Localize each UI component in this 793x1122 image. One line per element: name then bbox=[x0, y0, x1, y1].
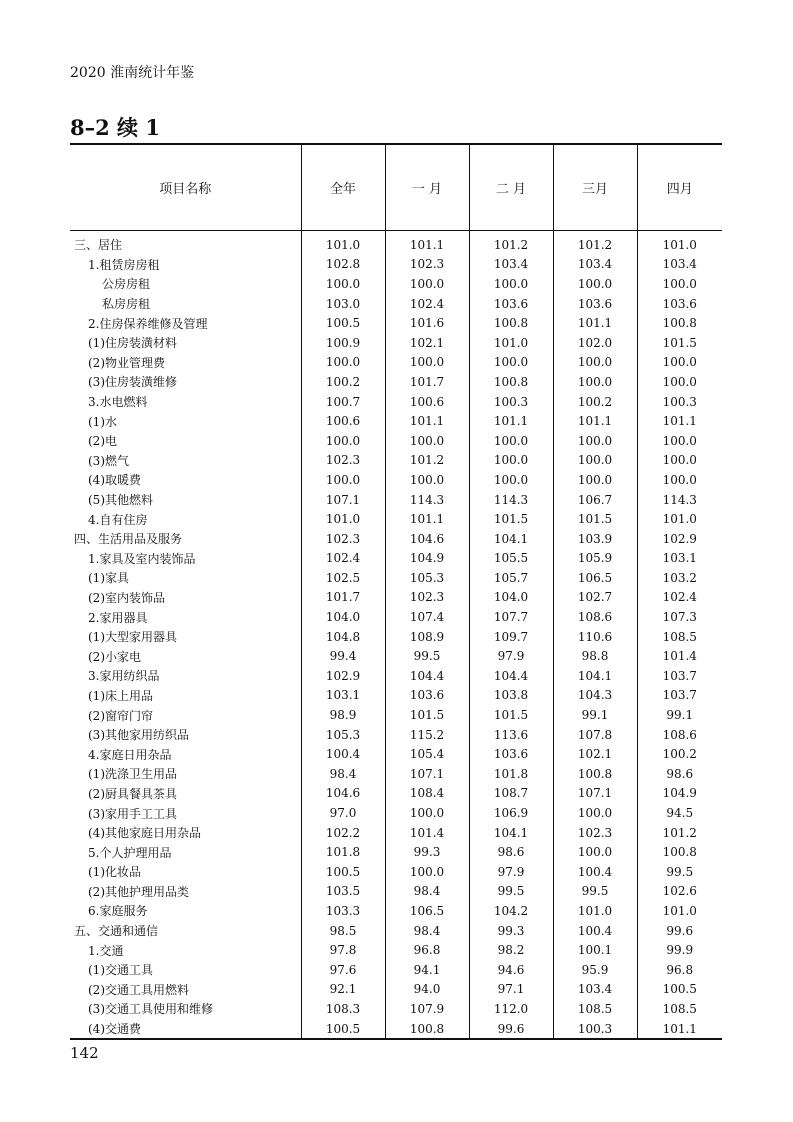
cell-march: 99.5 bbox=[553, 882, 637, 902]
row-item-name: (1)水 bbox=[88, 414, 117, 429]
cell-april: 100.0 bbox=[637, 353, 722, 373]
cell-april: 101.0 bbox=[637, 901, 722, 921]
table-row bbox=[70, 411, 722, 431]
cell-april: 103.1 bbox=[637, 549, 722, 569]
row-item-name: 四、生活用品及服务 bbox=[74, 532, 183, 547]
cell-april: 107.3 bbox=[637, 607, 722, 627]
cell-january: 100.0 bbox=[385, 353, 469, 373]
cell-april: 103.4 bbox=[637, 255, 722, 275]
table-row bbox=[70, 862, 722, 882]
cell-february: 104.2 bbox=[469, 901, 553, 921]
row-item-name: (1)化妆品 bbox=[88, 865, 141, 880]
cell-march: 104.3 bbox=[553, 686, 637, 706]
table-row bbox=[70, 353, 722, 373]
cell-full-year: 98.5 bbox=[301, 921, 385, 941]
cell-february: 99.6 bbox=[469, 1019, 553, 1040]
table-row bbox=[70, 901, 722, 921]
cell-february: 101.0 bbox=[469, 333, 553, 353]
cell-april: 100.0 bbox=[637, 451, 722, 471]
cell-january: 104.9 bbox=[385, 549, 469, 569]
table-row bbox=[70, 1019, 722, 1040]
row-item-name: (2)其他护理用品类 bbox=[88, 884, 189, 899]
cell-january: 100.6 bbox=[385, 392, 469, 412]
row-item-name: 1.交通 bbox=[88, 943, 124, 958]
row-item-name: 3.水电燃料 bbox=[88, 395, 148, 410]
cell-february: 106.9 bbox=[469, 803, 553, 823]
cell-full-year: 108.3 bbox=[301, 999, 385, 1019]
cell-april: 100.0 bbox=[637, 431, 722, 451]
table-row bbox=[70, 764, 722, 784]
cell-march: 100.0 bbox=[553, 372, 637, 392]
row-item-name: (1)家具 bbox=[88, 571, 129, 586]
table-row bbox=[70, 980, 722, 1000]
cell-april: 102.6 bbox=[637, 882, 722, 902]
cell-january: 100.0 bbox=[385, 862, 469, 882]
cell-february: 112.0 bbox=[469, 999, 553, 1019]
row-item-name: 6.家庭服务 bbox=[88, 904, 148, 919]
table-row bbox=[70, 921, 722, 941]
cell-march: 106.5 bbox=[553, 568, 637, 588]
table-row bbox=[70, 274, 722, 294]
cell-march: 100.8 bbox=[553, 764, 637, 784]
cell-january: 101.6 bbox=[385, 313, 469, 333]
cell-february: 97.9 bbox=[469, 646, 553, 666]
cell-march: 100.3 bbox=[553, 1019, 637, 1040]
column-header-full-year: 全年 bbox=[301, 144, 385, 231]
cell-march: 100.1 bbox=[553, 940, 637, 960]
column-header-march: 三月 bbox=[553, 144, 637, 231]
cell-february: 100.0 bbox=[469, 274, 553, 294]
running-header: 2020 淮南统计年鉴 bbox=[70, 65, 195, 81]
cell-april: 103.7 bbox=[637, 686, 722, 706]
row-item-name: 五、交通和通信 bbox=[74, 924, 159, 939]
table-row bbox=[70, 231, 722, 255]
cell-march: 104.1 bbox=[553, 666, 637, 686]
cell-january: 99.5 bbox=[385, 646, 469, 666]
cell-march: 102.3 bbox=[553, 823, 637, 843]
cell-january: 107.9 bbox=[385, 999, 469, 1019]
cell-january: 100.0 bbox=[385, 431, 469, 451]
cell-full-year: 100.0 bbox=[301, 470, 385, 490]
row-item-name: 3.家用纺织品 bbox=[88, 669, 160, 684]
cell-march: 110.6 bbox=[553, 627, 637, 647]
row-item-name: (5)其他燃料 bbox=[88, 493, 153, 508]
cell-april: 101.0 bbox=[637, 509, 722, 529]
row-item-name: (3)燃气 bbox=[88, 453, 129, 468]
cell-full-year: 98.4 bbox=[301, 764, 385, 784]
cell-full-year: 100.6 bbox=[301, 411, 385, 431]
cell-january: 100.0 bbox=[385, 470, 469, 490]
cell-february: 97.1 bbox=[469, 980, 553, 1000]
cell-april: 96.8 bbox=[637, 960, 722, 980]
cell-april: 99.5 bbox=[637, 862, 722, 882]
row-item-name: (4)取暖费 bbox=[88, 473, 141, 488]
cell-full-year: 101.0 bbox=[301, 231, 385, 255]
table-row bbox=[70, 842, 722, 862]
cell-april: 101.1 bbox=[637, 411, 722, 431]
cell-full-year: 101.8 bbox=[301, 842, 385, 862]
cell-april: 100.8 bbox=[637, 313, 722, 333]
cell-january: 108.4 bbox=[385, 784, 469, 804]
cell-full-year: 102.9 bbox=[301, 666, 385, 686]
row-item-name: (2)厨具餐具茶具 bbox=[88, 786, 177, 801]
cell-april: 99.9 bbox=[637, 940, 722, 960]
row-item-name: (2)电 bbox=[88, 434, 117, 449]
cell-april: 100.0 bbox=[637, 372, 722, 392]
cell-february: 107.7 bbox=[469, 607, 553, 627]
cell-full-year: 102.4 bbox=[301, 549, 385, 569]
cell-january: 102.3 bbox=[385, 588, 469, 608]
cell-full-year: 104.6 bbox=[301, 784, 385, 804]
table-row bbox=[70, 333, 722, 353]
cell-march: 101.2 bbox=[553, 231, 637, 255]
cell-april: 100.0 bbox=[637, 470, 722, 490]
cell-january: 102.4 bbox=[385, 294, 469, 314]
row-item-name: 私房房租 bbox=[102, 297, 151, 312]
cell-march: 107.8 bbox=[553, 725, 637, 745]
cell-march: 107.1 bbox=[553, 784, 637, 804]
cell-february: 101.1 bbox=[469, 411, 553, 431]
column-header-february: 二 月 bbox=[469, 144, 553, 231]
cell-january: 101.5 bbox=[385, 705, 469, 725]
row-item-name: (2)交通工具用燃料 bbox=[88, 982, 189, 997]
table-row bbox=[70, 588, 722, 608]
cell-march: 100.0 bbox=[553, 274, 637, 294]
cell-january: 101.1 bbox=[385, 231, 469, 255]
page-number: 142 bbox=[70, 1044, 99, 1062]
cell-full-year: 100.0 bbox=[301, 274, 385, 294]
table-row bbox=[70, 549, 722, 569]
price-index-table bbox=[70, 143, 722, 1040]
cell-march: 100.2 bbox=[553, 392, 637, 412]
cell-january: 94.0 bbox=[385, 980, 469, 1000]
table-row bbox=[70, 725, 722, 745]
cell-february: 104.4 bbox=[469, 666, 553, 686]
cell-february: 99.5 bbox=[469, 882, 553, 902]
cell-april: 101.0 bbox=[637, 231, 722, 255]
cell-full-year: 100.0 bbox=[301, 353, 385, 373]
table-row bbox=[70, 999, 722, 1019]
cell-january: 100.0 bbox=[385, 803, 469, 823]
cell-march: 101.1 bbox=[553, 411, 637, 431]
cell-march: 98.8 bbox=[553, 646, 637, 666]
cell-february: 114.3 bbox=[469, 490, 553, 510]
table-row bbox=[70, 823, 722, 843]
row-item-name: (4)交通费 bbox=[88, 1022, 141, 1037]
cell-full-year: 103.1 bbox=[301, 686, 385, 706]
cell-april: 100.0 bbox=[637, 274, 722, 294]
cell-january: 101.7 bbox=[385, 372, 469, 392]
cell-full-year: 102.3 bbox=[301, 529, 385, 549]
cell-january: 105.4 bbox=[385, 744, 469, 764]
cell-full-year: 97.8 bbox=[301, 940, 385, 960]
cell-february: 103.6 bbox=[469, 744, 553, 764]
cell-january: 98.4 bbox=[385, 921, 469, 941]
table-row bbox=[70, 431, 722, 451]
cell-january: 104.6 bbox=[385, 529, 469, 549]
cell-march: 100.0 bbox=[553, 842, 637, 862]
row-item-name: 公房房租 bbox=[102, 277, 151, 292]
cell-february: 100.3 bbox=[469, 392, 553, 412]
cell-march: 100.0 bbox=[553, 431, 637, 451]
row-item-name: (3)家用手工工具 bbox=[88, 806, 177, 821]
table-row bbox=[70, 294, 722, 314]
cell-january: 101.2 bbox=[385, 451, 469, 471]
table-row bbox=[70, 529, 722, 549]
cell-full-year: 100.5 bbox=[301, 1019, 385, 1040]
table-row bbox=[70, 313, 722, 333]
cell-january: 107.4 bbox=[385, 607, 469, 627]
cell-january: 104.4 bbox=[385, 666, 469, 686]
row-item-name: (4)其他家庭日用杂品 bbox=[88, 826, 201, 841]
cell-february: 105.5 bbox=[469, 549, 553, 569]
row-item-name: 1.租赁房房租 bbox=[88, 257, 160, 272]
cell-march: 103.4 bbox=[553, 255, 637, 275]
row-item-name: (3)住房装潢维修 bbox=[88, 375, 177, 390]
row-item-name: (1)床上用品 bbox=[88, 688, 153, 703]
cell-full-year: 101.0 bbox=[301, 509, 385, 529]
cell-january: 106.5 bbox=[385, 901, 469, 921]
row-item-name: (2)窗帘门帘 bbox=[88, 708, 153, 723]
cell-april: 100.2 bbox=[637, 744, 722, 764]
cell-april: 103.7 bbox=[637, 666, 722, 686]
row-item-name: (2)物业管理费 bbox=[88, 355, 165, 370]
cell-february: 104.1 bbox=[469, 529, 553, 549]
cell-january: 107.1 bbox=[385, 764, 469, 784]
cell-march: 106.7 bbox=[553, 490, 637, 510]
cell-january: 102.1 bbox=[385, 333, 469, 353]
cell-april: 108.6 bbox=[637, 725, 722, 745]
cell-full-year: 100.9 bbox=[301, 333, 385, 353]
table-row bbox=[70, 627, 722, 647]
cell-january: 100.0 bbox=[385, 274, 469, 294]
row-item-name: (1)洗涤卫生用品 bbox=[88, 767, 177, 782]
cell-april: 102.4 bbox=[637, 588, 722, 608]
cell-march: 101.0 bbox=[553, 901, 637, 921]
cell-april: 102.9 bbox=[637, 529, 722, 549]
cell-april: 98.6 bbox=[637, 764, 722, 784]
cell-january: 94.1 bbox=[385, 960, 469, 980]
cell-march: 100.4 bbox=[553, 862, 637, 882]
cell-full-year: 99.4 bbox=[301, 646, 385, 666]
cell-full-year: 103.5 bbox=[301, 882, 385, 902]
cell-full-year: 97.6 bbox=[301, 960, 385, 980]
cell-april: 101.4 bbox=[637, 646, 722, 666]
cell-february: 99.3 bbox=[469, 921, 553, 941]
cell-march: 100.0 bbox=[553, 470, 637, 490]
cell-full-year: 100.5 bbox=[301, 313, 385, 333]
table-row bbox=[70, 960, 722, 980]
row-item-name: (2)室内装饰品 bbox=[88, 590, 165, 605]
cell-february: 100.0 bbox=[469, 431, 553, 451]
cell-february: 113.6 bbox=[469, 725, 553, 745]
cell-february: 97.9 bbox=[469, 862, 553, 882]
cell-february: 100.8 bbox=[469, 313, 553, 333]
table-title: 8–2 续 1 bbox=[70, 115, 160, 140]
cell-march: 103.6 bbox=[553, 294, 637, 314]
cell-january: 101.4 bbox=[385, 823, 469, 843]
cell-march: 100.0 bbox=[553, 353, 637, 373]
cell-full-year: 107.1 bbox=[301, 490, 385, 510]
cell-full-year: 104.8 bbox=[301, 627, 385, 647]
cell-april: 99.6 bbox=[637, 921, 722, 941]
cell-march: 102.1 bbox=[553, 744, 637, 764]
table-row bbox=[70, 470, 722, 490]
cell-full-year: 92.1 bbox=[301, 980, 385, 1000]
cell-february: 100.0 bbox=[469, 451, 553, 471]
table-row bbox=[70, 646, 722, 666]
cell-april: 100.3 bbox=[637, 392, 722, 412]
cell-february: 105.7 bbox=[469, 568, 553, 588]
cell-full-year: 100.4 bbox=[301, 744, 385, 764]
table-row bbox=[70, 372, 722, 392]
table-row bbox=[70, 392, 722, 412]
row-item-name: 2.家用器具 bbox=[88, 610, 148, 625]
row-item-name: 4.自有住房 bbox=[88, 512, 148, 527]
cell-april: 104.9 bbox=[637, 784, 722, 804]
cell-january: 103.6 bbox=[385, 686, 469, 706]
cell-march: 103.4 bbox=[553, 980, 637, 1000]
row-item-name: 三、居住 bbox=[74, 238, 123, 253]
cell-full-year: 102.5 bbox=[301, 568, 385, 588]
cell-march: 100.4 bbox=[553, 921, 637, 941]
row-item-name: (1)大型家用器具 bbox=[88, 630, 177, 645]
table-row bbox=[70, 686, 722, 706]
cell-april: 103.6 bbox=[637, 294, 722, 314]
cell-march: 101.1 bbox=[553, 313, 637, 333]
cell-april: 101.5 bbox=[637, 333, 722, 353]
cell-full-year: 100.0 bbox=[301, 431, 385, 451]
cell-full-year: 103.0 bbox=[301, 294, 385, 314]
cell-april: 114.3 bbox=[637, 490, 722, 510]
cell-march: 95.9 bbox=[553, 960, 637, 980]
cell-january: 101.1 bbox=[385, 509, 469, 529]
cell-march: 100.0 bbox=[553, 451, 637, 471]
cell-february: 98.6 bbox=[469, 842, 553, 862]
row-item-name: (1)住房装潢材料 bbox=[88, 336, 177, 351]
row-item-name: 4.家庭日用杂品 bbox=[88, 747, 172, 762]
cell-april: 101.2 bbox=[637, 823, 722, 843]
table-row bbox=[70, 803, 722, 823]
cell-full-year: 104.0 bbox=[301, 607, 385, 627]
cell-february: 101.8 bbox=[469, 764, 553, 784]
table-header-row bbox=[70, 144, 722, 231]
table-row bbox=[70, 451, 722, 471]
cell-february: 100.8 bbox=[469, 372, 553, 392]
cell-full-year: 105.3 bbox=[301, 725, 385, 745]
cell-april: 101.1 bbox=[637, 1019, 722, 1040]
cell-march: 108.5 bbox=[553, 999, 637, 1019]
cell-january: 99.3 bbox=[385, 842, 469, 862]
cell-full-year: 101.7 bbox=[301, 588, 385, 608]
cell-april: 100.5 bbox=[637, 980, 722, 1000]
table-row bbox=[70, 255, 722, 275]
cell-february: 100.0 bbox=[469, 353, 553, 373]
cell-full-year: 98.9 bbox=[301, 705, 385, 725]
table-row bbox=[70, 607, 722, 627]
cell-april: 108.5 bbox=[637, 999, 722, 1019]
cell-january: 100.8 bbox=[385, 1019, 469, 1040]
column-header-item-name: 项目名称 bbox=[159, 182, 212, 197]
cell-march: 101.5 bbox=[553, 509, 637, 529]
row-item-name: 1.家具及室内装饰品 bbox=[88, 551, 196, 566]
cell-february: 108.7 bbox=[469, 784, 553, 804]
cell-march: 102.0 bbox=[553, 333, 637, 353]
cell-february: 103.6 bbox=[469, 294, 553, 314]
cell-march: 108.6 bbox=[553, 607, 637, 627]
cell-january: 101.1 bbox=[385, 411, 469, 431]
table-row bbox=[70, 490, 722, 510]
cell-march: 100.0 bbox=[553, 803, 637, 823]
cell-march: 105.9 bbox=[553, 549, 637, 569]
row-item-name: 5.个人护理用品 bbox=[88, 845, 172, 860]
column-header-january: 一 月 bbox=[385, 144, 469, 231]
cell-february: 101.2 bbox=[469, 231, 553, 255]
cell-january: 105.3 bbox=[385, 568, 469, 588]
cell-january: 108.9 bbox=[385, 627, 469, 647]
table-row bbox=[70, 744, 722, 764]
row-item-name: (3)交通工具使用和维修 bbox=[88, 1002, 213, 1017]
table-row bbox=[70, 784, 722, 804]
cell-february: 101.5 bbox=[469, 705, 553, 725]
table-row bbox=[70, 705, 722, 725]
cell-march: 99.1 bbox=[553, 705, 637, 725]
row-item-name: 2.住房保养维修及管理 bbox=[88, 316, 208, 331]
cell-april: 100.8 bbox=[637, 842, 722, 862]
column-header-april: 四月 bbox=[637, 144, 722, 231]
cell-february: 103.4 bbox=[469, 255, 553, 275]
cell-february: 104.1 bbox=[469, 823, 553, 843]
cell-april: 103.2 bbox=[637, 568, 722, 588]
cell-full-year: 102.8 bbox=[301, 255, 385, 275]
cell-january: 114.3 bbox=[385, 490, 469, 510]
cell-february: 104.0 bbox=[469, 588, 553, 608]
cell-march: 102.7 bbox=[553, 588, 637, 608]
cell-march: 103.9 bbox=[553, 529, 637, 549]
cell-january: 96.8 bbox=[385, 940, 469, 960]
cell-full-year: 102.3 bbox=[301, 451, 385, 471]
row-item-name: (2)小家电 bbox=[88, 649, 141, 664]
cell-full-year: 103.3 bbox=[301, 901, 385, 921]
cell-february: 103.8 bbox=[469, 686, 553, 706]
cell-february: 100.0 bbox=[469, 470, 553, 490]
cell-full-year: 97.0 bbox=[301, 803, 385, 823]
table-body bbox=[70, 231, 722, 1040]
cell-april: 99.1 bbox=[637, 705, 722, 725]
cell-february: 94.6 bbox=[469, 960, 553, 980]
table-row bbox=[70, 940, 722, 960]
cell-january: 98.4 bbox=[385, 882, 469, 902]
cell-full-year: 100.5 bbox=[301, 862, 385, 882]
cell-february: 98.2 bbox=[469, 940, 553, 960]
cell-full-year: 102.2 bbox=[301, 823, 385, 843]
cell-april: 108.5 bbox=[637, 627, 722, 647]
cell-february: 101.5 bbox=[469, 509, 553, 529]
row-item-name: (1)交通工具 bbox=[88, 963, 153, 978]
table-row bbox=[70, 666, 722, 686]
cell-january: 115.2 bbox=[385, 725, 469, 745]
table-row bbox=[70, 509, 722, 529]
cell-april: 94.5 bbox=[637, 803, 722, 823]
table-row bbox=[70, 882, 722, 902]
table-row bbox=[70, 568, 722, 588]
row-item-name: (3)其他家用纺织品 bbox=[88, 728, 189, 743]
cell-february: 109.7 bbox=[469, 627, 553, 647]
cell-full-year: 100.2 bbox=[301, 372, 385, 392]
cell-january: 102.3 bbox=[385, 255, 469, 275]
cell-full-year: 100.7 bbox=[301, 392, 385, 412]
